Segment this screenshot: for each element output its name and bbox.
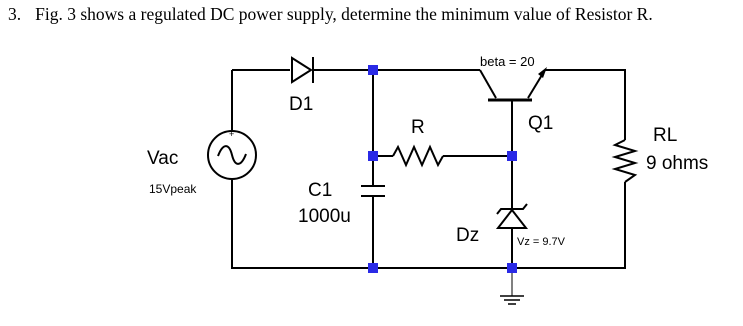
zener-voltage: Vz = 9.7V xyxy=(517,236,566,248)
zener-label: Dz xyxy=(456,225,480,246)
load-label: RL xyxy=(653,125,678,146)
transistor-label: Q1 xyxy=(528,113,554,134)
question-body: Fig. 3 shows a regulated DC power supply, determine the minimum value of Resistor R. xyxy=(35,4,653,24)
transistor-q1 xyxy=(480,67,547,156)
source-label: Vac xyxy=(147,148,179,169)
resistor-r xyxy=(373,147,512,165)
node-top xyxy=(368,65,378,75)
capacitor-label: C1 xyxy=(308,180,333,201)
zener-dz xyxy=(497,156,527,268)
capacitor-value: 1000u xyxy=(298,206,351,227)
node-bottom-ground xyxy=(507,263,517,273)
load-value: 9 ohms xyxy=(646,153,709,174)
resistor-label: R xyxy=(411,117,425,138)
capacitor-branch xyxy=(361,70,385,268)
load-rl xyxy=(615,140,635,182)
ac-source xyxy=(208,129,256,179)
node-base xyxy=(507,151,517,161)
ground-symbol xyxy=(500,268,524,304)
source-value: 15Vpeak xyxy=(149,182,197,196)
diode-label: D1 xyxy=(289,94,314,115)
svg-text:+: + xyxy=(229,129,235,139)
node-cap-resistor xyxy=(368,151,378,161)
transistor-beta: beta = 20 xyxy=(480,54,535,69)
node-bottom-left xyxy=(368,263,378,273)
question-number: 3. xyxy=(8,4,22,24)
diode-d1 xyxy=(292,57,313,83)
left-wires xyxy=(232,180,625,268)
